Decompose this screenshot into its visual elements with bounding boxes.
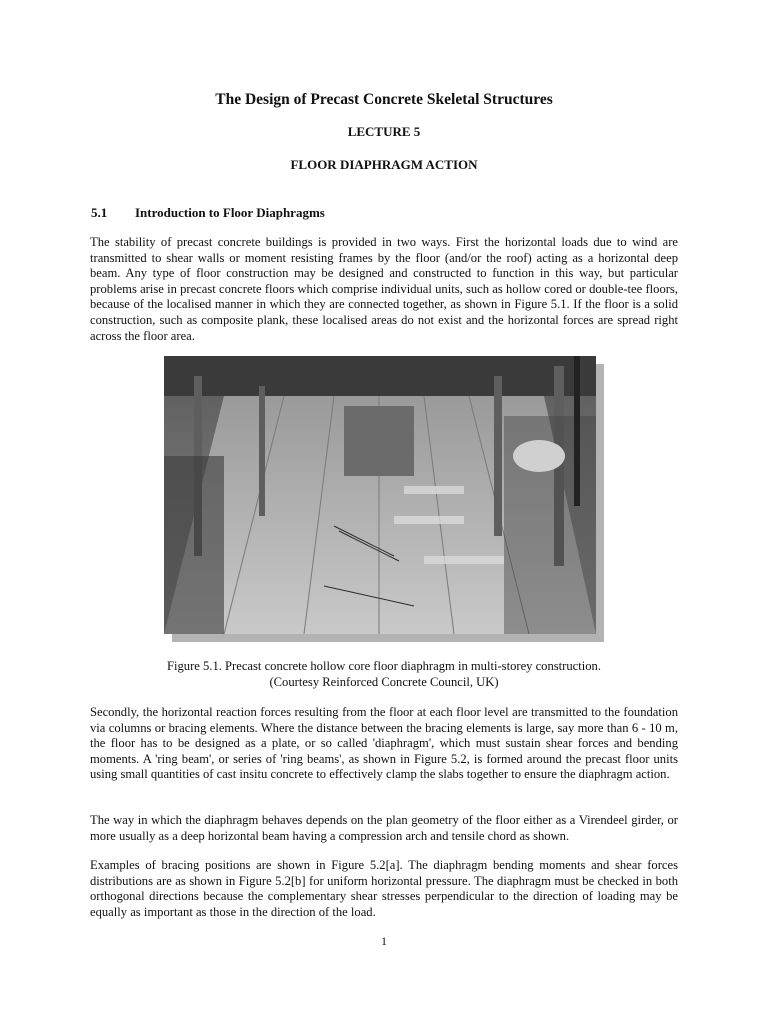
- paragraph-reaction-forces: Secondly, the horizontal reaction forces resulting from the floor at each floor level are transmitted to the foundation via columns or bracing elements. Where the distance between the bracing elements is large, say more than 6 - 10 m, the floor has to be designed as a plate, or so called 'diaphragm', which must sustain shear forces and bending moments. A 'ring beam', or series of 'ring beams', as shown in Figure 5.2, is formed around the precast floor units using small quantities of cast insitu concrete to effectively clamp the slabs together to ensure the diaphragm action.: [90, 705, 678, 782]
- figure-caption: Figure 5.1. Precast concrete hollow core floor diaphragm in multi-storey construction.: [166, 659, 602, 673]
- figure-credit: (Courtesy Reinforced Concrete Council, UK): [269, 675, 499, 689]
- paragraph-intro: The stability of precast concrete buildings is provided in two ways. First the horizontal loads due to wind are transmitted to shear walls or moment resisting frames by the floor (and/or the roof) acting as a horizontal deep beam. Any type of floor construction may be designed and constructed to function in this way, but particular problems arise in precast concrete floors which comprise individual units, such as hollow cored or double-tee floors, because of the localised manner in which they are connected together, as shown in Figure 5.1. If the floor is a solid construction, such as composite plank, these localised areas do not exist and the horizontal forces are spread right across the floor area.: [90, 235, 678, 343]
- section-heading: [91, 205, 325, 221]
- page-number: 1: [381, 934, 387, 948]
- section-title: Introduction to Floor Diaphragms: [135, 205, 325, 220]
- document-title: The Design of Precast Concrete Skeletal Structures: [215, 91, 553, 108]
- construction-photo: [164, 356, 596, 634]
- chapter-title: FLOOR DIAPHRAGM ACTION: [290, 157, 478, 172]
- section-number: 5.1: [91, 205, 108, 220]
- paragraph-diaphragm-behaviour: The way in which the diaphragm behaves depends on the plan geometry of the floor either as a Virendeel girder, or more usually as a deep horizontal beam having a compression arch and tensile chord as shown.: [90, 813, 678, 843]
- lecture-label: LECTURE 5: [347, 124, 421, 139]
- paragraph-bracing-positions: Examples of bracing positions are shown in Figure 5.2[a]. The diaphragm bending moments and shear forces distributions are as shown in Figure 5.2[b] for uniform horizontal pressure. The diaphragm must be checked in both orthogonal directions because the complementary shear stresses perpendicular to the direction of loading may be equally as important as those in the direction of the load.: [90, 858, 678, 919]
